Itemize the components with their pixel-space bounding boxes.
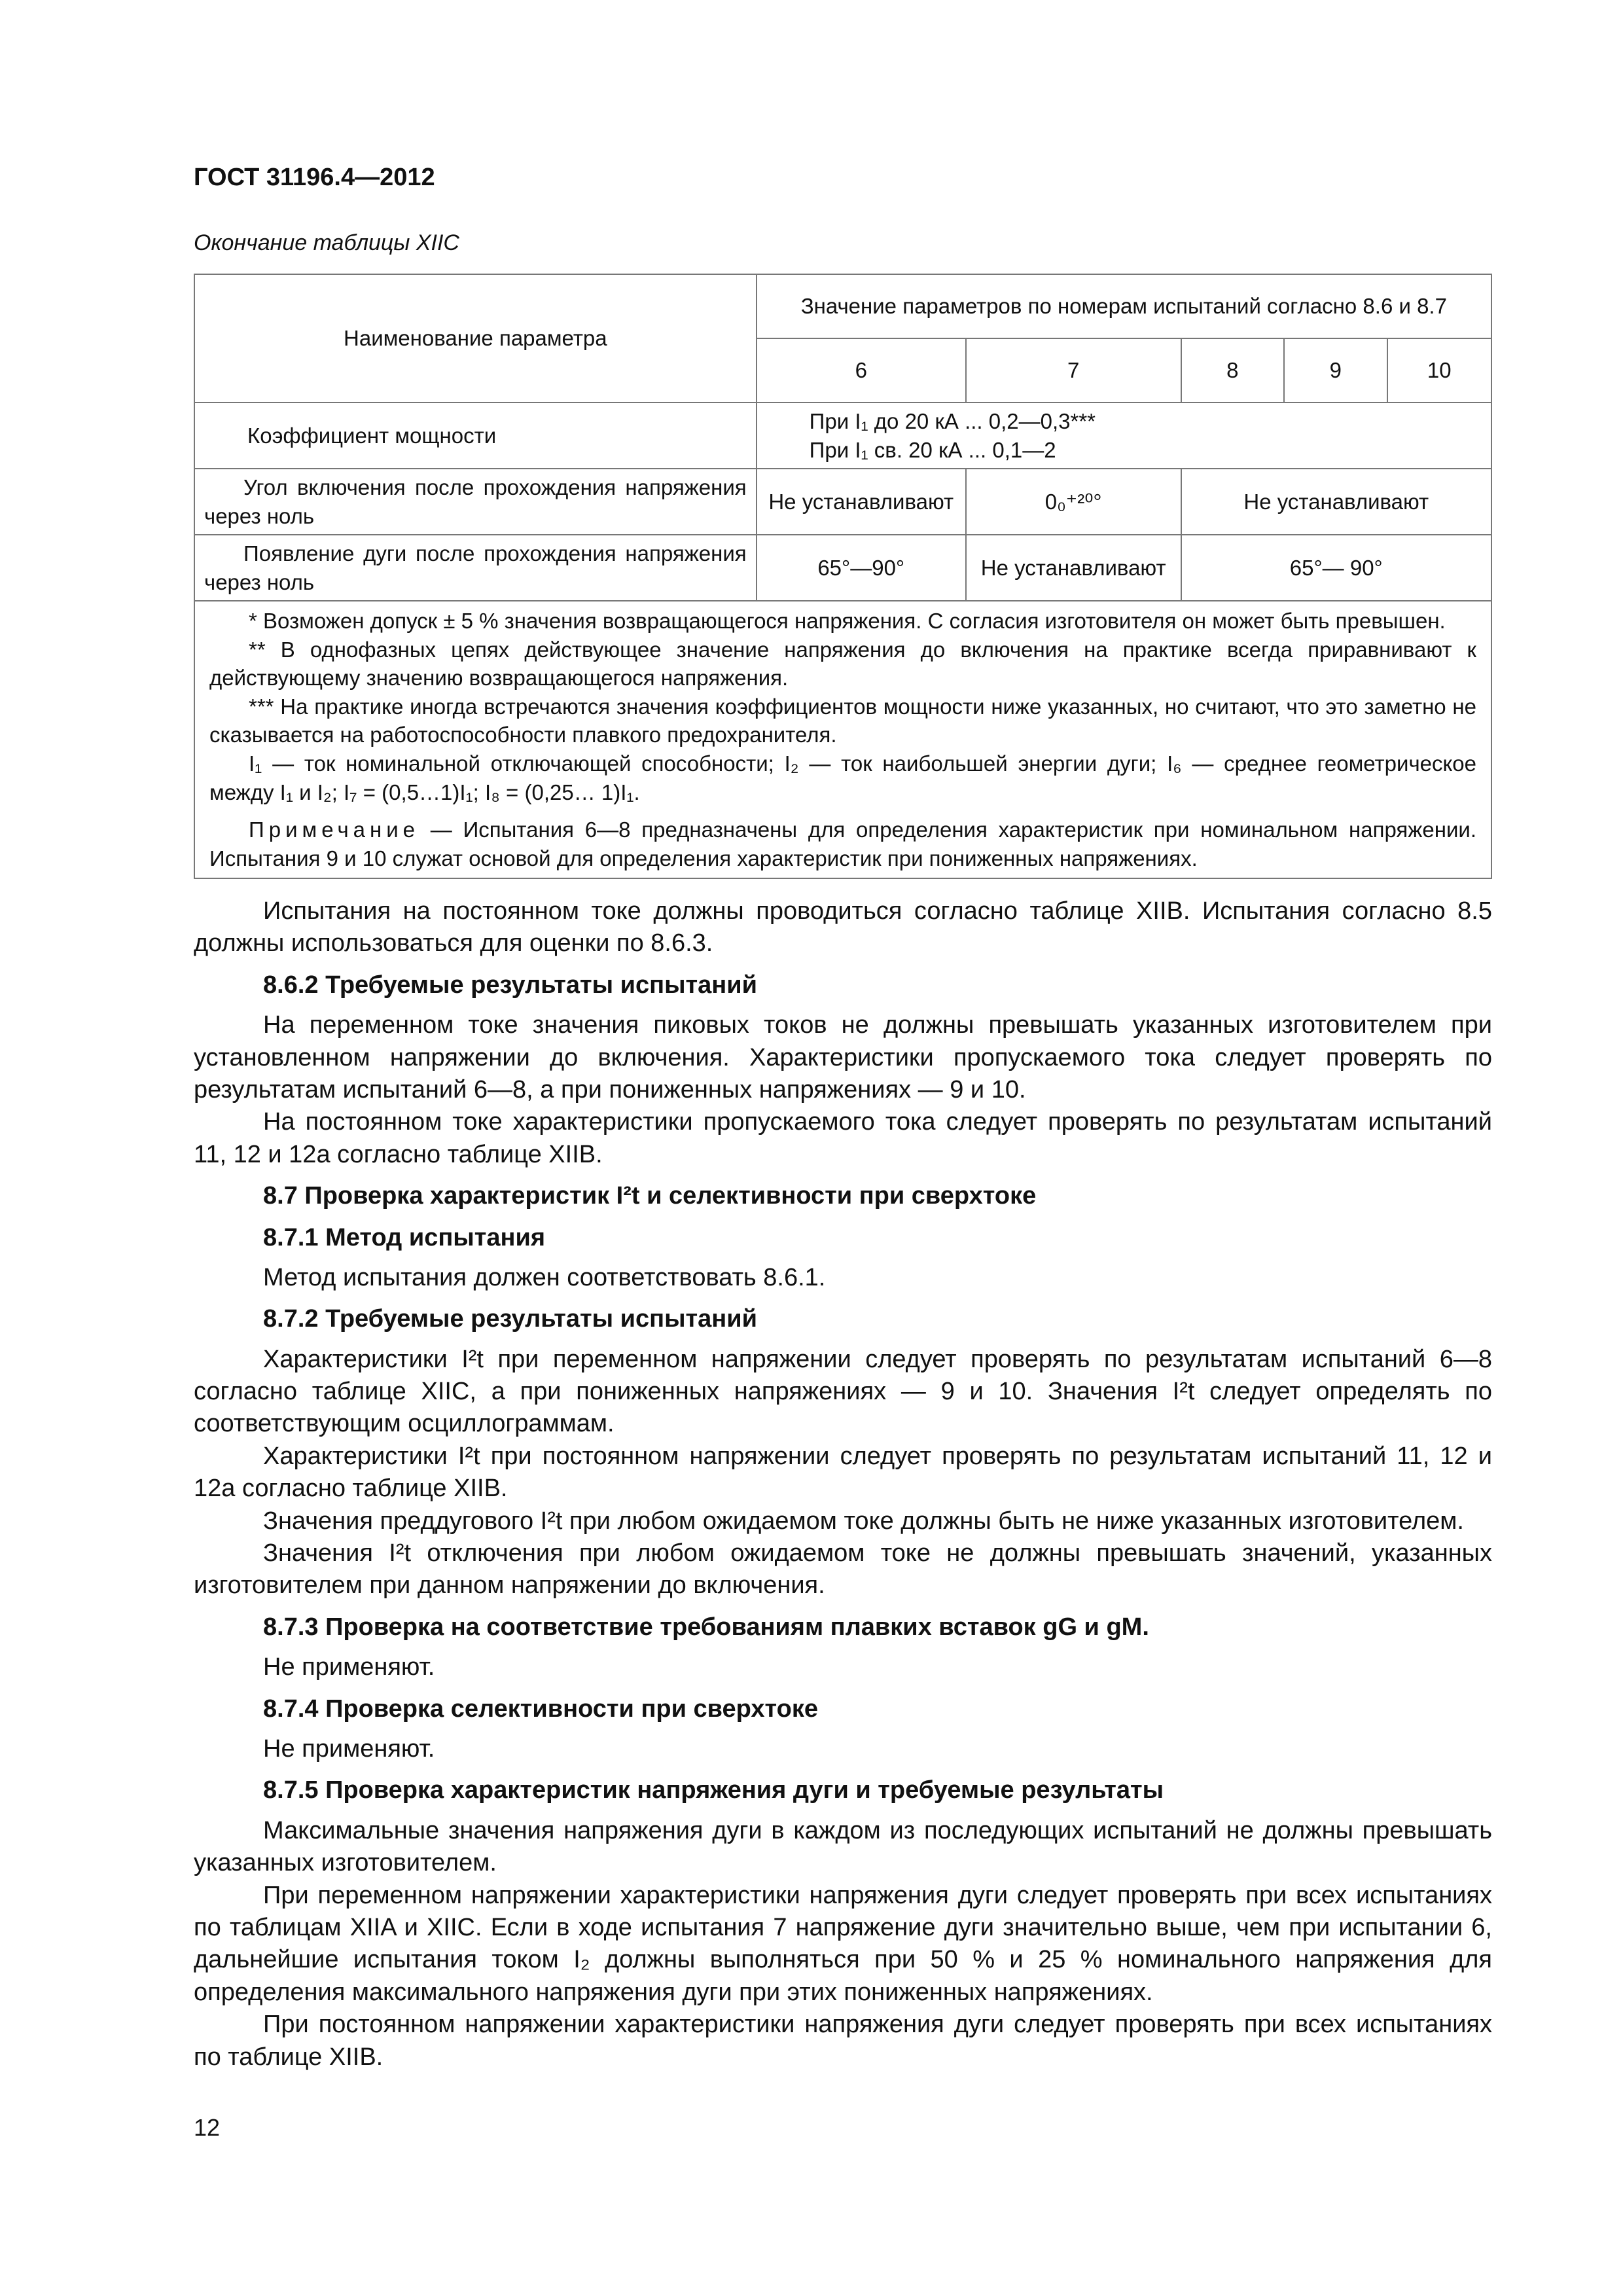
table-caption: Окончание таблицы XIIC <box>194 230 459 255</box>
section-heading-8-7-3: 8.7.3 Проверка на соответствие требованиям плавких вставок gG и gM. <box>263 1613 1149 1641</box>
table-row <box>194 403 1491 469</box>
page-number: 12 <box>194 2114 221 2141</box>
header-test-7: 7 <box>966 338 1181 403</box>
document-header: ГОСТ 31196.4—2012 <box>194 164 435 191</box>
table-row <box>194 469 1491 535</box>
header-test-8: 8 <box>1181 338 1285 403</box>
paragraph: Характеристики I²t при постоянном напряжении следует проверять по результатам испытаний 11, 12 и 12а согласно таблице XIIB. <box>194 1442 1492 1503</box>
header-test-6: 6 <box>757 338 966 403</box>
paragraph: Характеристики I²t при переменном напряжении следует проверять по результатам испытаний 6—8 согласно таблице XIIC, а при пониженных напряжениях — 9 и 10. Значения I²t следует определять по соответствующим осциллограммам. <box>194 1345 1492 1438</box>
row-arc-onset-name: Появление дуги после прохождения напряжения через ноль <box>194 535 757 601</box>
arc-onset-test-8-10: 65°— 90° <box>1181 535 1491 601</box>
header-test-9: 9 <box>1284 338 1387 403</box>
document-body <box>194 895 1492 2073</box>
paragraph: На переменном токе значения пиковых токов не должны превышать указанных изготовителем при установленном напряжении до включения. Характеристики пропускаемого тока следует проверять по результатам испытаний 6—8, а при пониженных напряжениях — 9 и 10. <box>194 1011 1492 1103</box>
footnote-3: *** На практике иногда встречаются значения коэффициентов мощности ниже указанных, но считают, что это заметно не сказывается на работоспособности плавкого предохранителя. <box>209 694 1476 747</box>
header-param-name: Наименование параметра <box>194 274 757 403</box>
footnote-1: * Возможен допуск ± 5 % значения возвращающегося напряжения. С согласия изготовителя он может быть превышен. <box>249 609 1446 634</box>
row-power-factor-name: Коэффициент мощности <box>194 403 757 469</box>
section-heading-8-7-1: 8.7.1 Метод испытания <box>263 1223 545 1251</box>
footnote-4: I₁ — ток номинальной отключающей способности; I₂ — ток наибольшей энергии дуги; I₆ — среднее геометрическое между I₁ и I₂; I₇ = (0,5…1)I₁; I₈ = (0,25… 1)I₁. <box>209 751 1476 804</box>
section-heading-8-6-2: 8.6.2 Требуемые результаты испытаний <box>263 971 757 999</box>
arc-onset-test-7: Не устанавливают <box>966 535 1181 601</box>
paragraph: При переменном напряжении характеристики напряжения дуги следует проверять при всех испытаниях по таблицам XIIA и XIIC. Если в ходе испытания 7 напряжение дуги значительно выше, чем при испытании 6, дальнейшие испытания током I₂ должны выполняться при 50 % и 25 % номинального напряжения для определения максимального напряжения дуги при этих пониженных напряжениях. <box>194 1881 1492 2006</box>
switch-angle-test-8-10: Не устанавливают <box>1181 469 1491 535</box>
row-switch-angle-name: Угол включения после прохождения напряжения через ноль <box>194 469 757 535</box>
paragraph: Не применяют. <box>263 1653 435 1681</box>
table-footnotes <box>194 601 1491 878</box>
table-row <box>194 535 1491 601</box>
switch-angle-test-6: Не устанавливают <box>757 469 966 535</box>
power-factor-line-2: При I₁ св. 20 кА ... 0,1—2 <box>809 437 1056 462</box>
section-heading-8-7-2: 8.7.2 Требуемые результаты испытаний <box>263 1305 757 1333</box>
power-factor-line-1: При I₁ до 20 кА ... 0,2—0,3*** <box>809 409 1096 433</box>
section-heading-8-7: 8.7 Проверка характеристик I²t и селективности при сверхтоке <box>263 1182 1037 1210</box>
paragraph: Метод испытания должен соответствовать 8.6.1. <box>263 1263 826 1291</box>
arc-onset-test-6: 65°—90° <box>757 535 966 601</box>
paragraph: При постоянном напряжении характеристики напряжения дуги следует проверять при всех испытаниях по таблице XIIB. <box>194 2011 1492 2071</box>
parameters-table <box>194 274 1492 879</box>
switch-angle-test-7: 0₀⁺²⁰° <box>966 469 1181 535</box>
note-text: — Испытания 6—8 предназначены для определения характеристик при номинальном напряжении. Испытания 9 и 10 служат основой для определения характеристик при пониженных напряжениях. <box>209 817 1476 870</box>
paragraph: Не применяют. <box>263 1734 435 1763</box>
paragraph: Значения I²t отключения при любом ожидаемом токе не должны превышать значений, указанных изготовителем при данном напряжении до включения. <box>194 1539 1492 1600</box>
header-test-10: 10 <box>1387 338 1491 403</box>
paragraph: Испытания на постоянном токе должны проводиться согласно таблице XIIB. Испытания согласно 8.5 должны использоваться для оценки по 8.6.3. <box>194 897 1492 958</box>
section-heading-8-7-4: 8.7.4 Проверка селективности при сверхтоке <box>263 1695 818 1723</box>
header-param-values: Значение параметров по номерам испытаний согласно 8.6 и 8.7 <box>757 274 1491 338</box>
table-note <box>209 816 1476 872</box>
paragraph: Максимальные значения напряжения дуги в каждом из последующих испытаний не должны превышать указанных изготовителем. <box>194 1816 1492 1877</box>
paragraph: На постоянном токе характеристики пропускаемого тока следует проверять по результатам испытаний 11, 12 и 12а согласно таблице XIIB. <box>194 1108 1492 1168</box>
paragraph: Значения преддугового I²t при любом ожидаемом токе должны быть не ниже указанных изготовителем. <box>263 1507 1464 1535</box>
note-label: Примечание <box>249 817 420 842</box>
footnote-2: ** В однофазных цепях действующее значение напряжения до включения на практике всегда приравнивают к действующему значению возвращающегося напряжения. <box>209 637 1476 691</box>
section-heading-8-7-5: 8.7.5 Проверка характеристик напряжения дуги и требуемые результаты <box>263 1776 1164 1804</box>
